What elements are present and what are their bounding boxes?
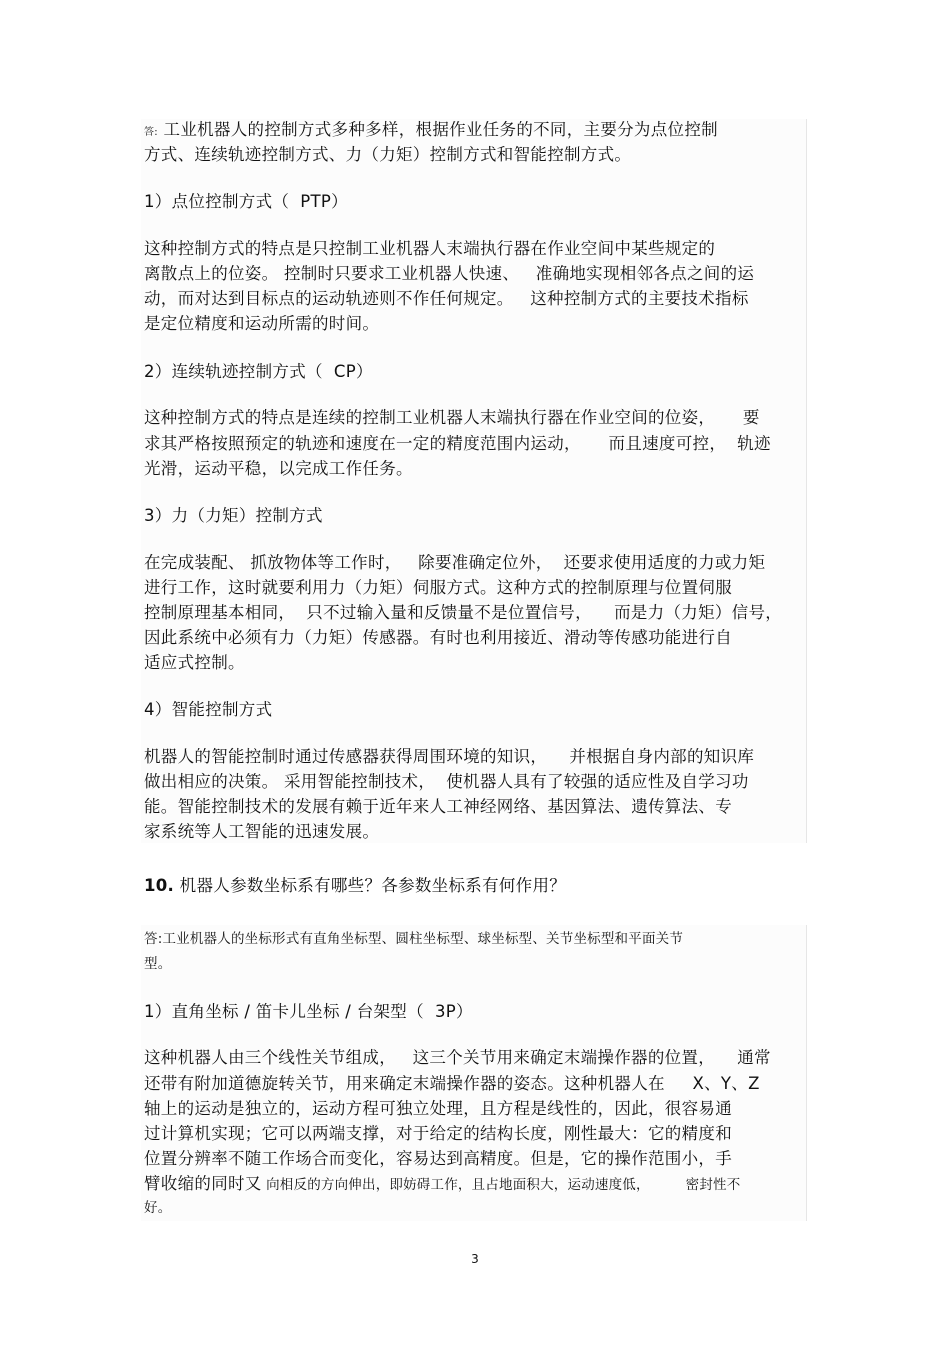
heading-ptp: 1）点位控制方式（ PTP） <box>144 192 348 211</box>
para-cp-line: 求其严格按照预定的轨迹和速度在一定的精度范围内运动， 而且速度可控， 轨迹 <box>144 434 771 453</box>
para-force-line: 适应式控制。 <box>144 653 245 672</box>
para-cp-line: 这种控制方式的特点是连续的控制工业机器人末端执行器在作业空间的位姿， 要 <box>144 408 760 427</box>
answer2-intro-line-2: 型。 <box>144 956 172 972</box>
heading-cartesian: 1）直角坐标 / 笛卡儿坐标 / 台架型（ 3P） <box>144 1002 473 1021</box>
para-cartesian-line: 轴上的运动是独立的，运动方程可独立处理，且方程是线性的，因此，很容易通 <box>144 1099 732 1118</box>
intro-line-1: 答: 工业机器人的控制方式多种多样，根据作业任务的不同，主要分为点位控制 <box>144 120 718 139</box>
para-ptp-line: 这种控制方式的特点是只控制工业机器人末端执行器在作业空间中某些规定的 <box>144 239 716 258</box>
heading-cp: 2）连续轨迹控制方式（ CP） <box>144 362 373 381</box>
para-ptp-line: 离散点上的位姿。 控制时只要求工业机器人快速、 准确地实现相邻各点之间的运 <box>144 264 755 283</box>
para-cartesian-line: 好。 <box>144 1200 172 1216</box>
page-number: 3 <box>471 1252 479 1266</box>
para-cartesian-line: 过计算机实现；它可以两端支撑，对于给定的结构长度，刚性最大：它的精度和 <box>144 1124 732 1143</box>
para-intelligent-line: 做出相应的决策。 采用智能控制技术， 使机器人具有了较强的适应性及自学习功 <box>144 772 749 791</box>
para-ptp-line: 是定位精度和运动所需的时间。 <box>144 314 380 333</box>
para-force-line: 因此系统中必须有力（力矩）传感器。有时也利用接近、滑动等传感功能进行自 <box>144 628 732 647</box>
para-force-line: 进行工作，这时就要利用力（力矩）伺服方式。这种方式的控制原理与位置伺服 <box>144 578 732 597</box>
para-force-line: 控制原理基本相同， 只不过输入量和反馈量不是位置信号， 而是力（力矩）信号， <box>144 603 783 622</box>
question-text: 机器人参数坐标系有哪些？各参数坐标系有何作用？ <box>174 876 567 895</box>
answer-block-1 <box>141 119 807 843</box>
para-intelligent-line: 家系统等人工智能的迅速发展。 <box>144 822 380 841</box>
para-intelligent-line: 机器人的智能控制时通过传感器获得周围环境的知识， 并根据自身内部的知识库 <box>144 747 755 766</box>
para-cartesian-line: 这种机器人由三个线性关节组成， 这三个关节用来确定末端操作器的位置， 通常 <box>144 1048 771 1067</box>
para-force-line: 在完成装配、 抓放物体等工作时， 除要准确定位外， 还要求使用适度的力或力矩 <box>144 553 766 572</box>
heading-force: 3）力（力矩）控制方式 <box>144 506 323 525</box>
para-cartesian-line: 臂收缩的同时又 向相反的方向伸出，即妨碍工作，且占地面积大，运动速度低， 密封性不 <box>144 1174 741 1193</box>
para-cartesian-line: 位置分辨率不随工作场合而变化，容易达到高精度。但是，它的操作范围小，手 <box>144 1149 732 1168</box>
para-cp-line: 光滑，运动平稳，以完成工作任务。 <box>144 459 413 478</box>
heading-intelligent: 4）智能控制方式 <box>144 700 273 719</box>
intro-line-2: 方式、连续轨迹控制方式、力（力矩）控制方式和智能控制方式。 <box>144 145 632 164</box>
question-heading <box>144 876 566 896</box>
answer2-intro-line-1: 答:工业机器人的坐标形式有直角坐标型、圆柱坐标型、球坐标型、关节坐标型和平面关节 <box>144 931 684 947</box>
answer-prefix: 答: <box>144 127 158 138</box>
para-cartesian-line: 还带有附加道德旋转关节，用来确定末端操作器的姿态。这种机器人在 X、Y、Z <box>144 1074 760 1093</box>
question-number: 10. <box>144 876 175 895</box>
para-ptp-line: 动，而对达到目标点的运动轨迹则不作任何规定。 这种控制方式的主要技术指标 <box>144 289 749 308</box>
para-intelligent-line: 能。智能控制技术的发展有赖于近年来人工神经网络、基因算法、遗传算法、专 <box>144 797 732 816</box>
